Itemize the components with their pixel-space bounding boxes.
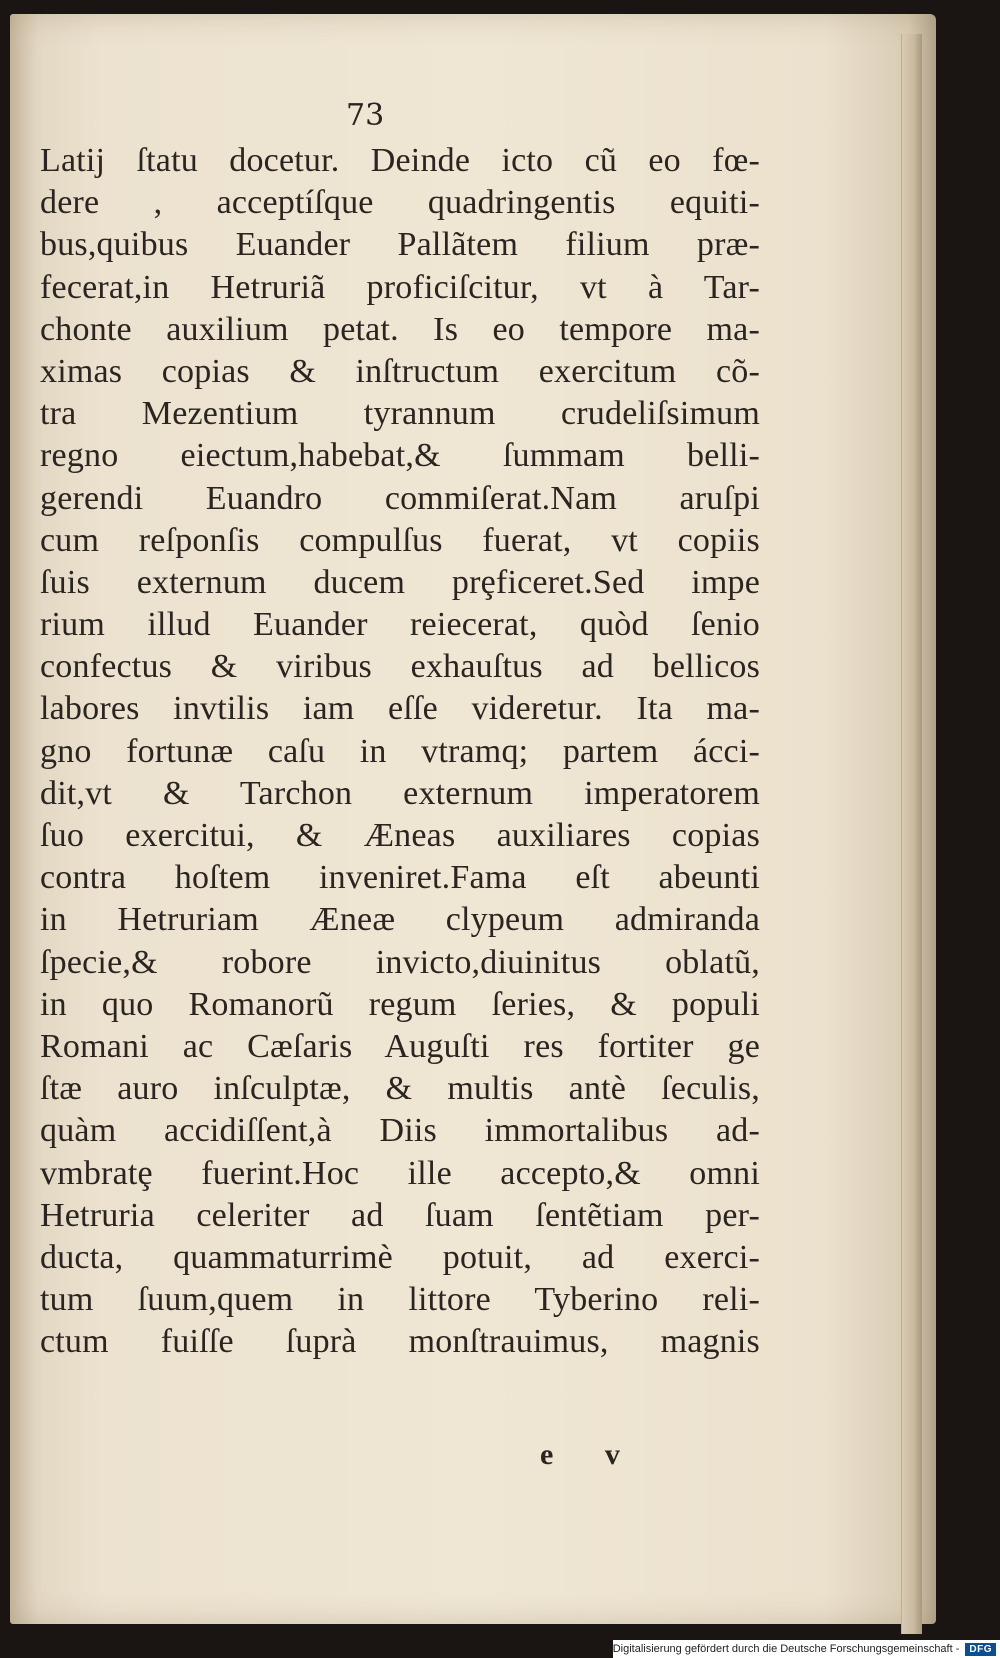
text-line: in quo Romanorũ regum ſeries, & populi <box>40 985 760 1023</box>
text-line: cum reſponſis compulſus fuerat, vt copiis <box>40 521 760 559</box>
text-line: Latij ſtatu docetur. Deinde icto cũ eo fœ- <box>40 142 760 179</box>
text-line: gerendi Euandro commiſerat.Nam aruſpi <box>40 479 760 517</box>
dfg-logo: DFG <box>965 1643 996 1656</box>
text-line: tra Mezentium tyrannum crudeliſsimum <box>40 395 760 433</box>
text-line: ctum fuiſſe ſuprà monſtrauimus, magnis <box>40 1323 760 1361</box>
text-line: chonte auxilium petat. Is eo tempore ma- <box>40 310 760 348</box>
page-edge <box>901 34 922 1634</box>
text-line: quàm accidiſſent,à Diis immortalibus ad- <box>40 1112 760 1150</box>
text-line: in Hetruriam Æneæ clypeum admiranda <box>40 901 760 939</box>
text-line: ſpecie,& robore invicto,diuinitus oblatũ, <box>40 943 760 981</box>
text-line: ſtæ auro inſculptæ, & multis antè ſeculis, <box>40 1070 760 1108</box>
book-page <box>10 14 936 1624</box>
text-line: dit,vt & Tarchon externum imperatorem <box>40 774 760 812</box>
text-line: vmbratȩ fuerint.Hoc ille accepto,& omni <box>40 1154 760 1192</box>
text-line: contra hoſtem inveniret.Fama eſt abeunti <box>40 859 760 897</box>
text-line: ximas copias & inſtructum exercitum cõ- <box>40 352 760 390</box>
text-line: dere , acceptíſque quadringentis equiti- <box>40 184 760 222</box>
signature-mark: e v <box>540 1438 642 1471</box>
text-line: Romani ac Cæſaris Auguſti res fortiter ge <box>40 1027 760 1065</box>
footer <box>613 1640 1000 1658</box>
text-line: fecerat,in Hetruriã proficiſcitur, vt à Tar- <box>40 268 760 306</box>
text-line: rium illud Euander reiecerat, quòd ſenio <box>40 606 760 644</box>
text-line: bus,quibus Euander Pallãtem filium præ- <box>40 226 760 264</box>
body-text <box>40 140 760 1363</box>
text-line: ducta, quammaturrimè potuit, ad exerci- <box>40 1238 760 1276</box>
text-line: confectus & viribus exhauſtus ad bellicos <box>40 648 760 686</box>
text-line: tum ſuum,quem in littore Tyberino reli- <box>40 1281 760 1319</box>
text-line: ſuis externum ducem prȩficeret.Sed impe <box>40 563 760 601</box>
text-line: Hetruria celeriter ad ſuam ſentẽtiam per- <box>40 1196 760 1234</box>
page-number: 73 <box>346 98 385 133</box>
text-line: labores invtilis iam eſſe videretur. Ita ma- <box>40 690 760 728</box>
text-line: regno eiectum,habebat,& ſummam belli- <box>40 437 760 475</box>
text-line: gno fortunæ caſu in vtramq; partem ácci- <box>40 732 760 770</box>
text-line: ſuo exercitui, & Æneas auxiliares copias <box>40 817 760 854</box>
funding-credit: Digitalisierung gefördert durch die Deutsche Forschungsgemeinschaft - <box>612 1643 960 1655</box>
